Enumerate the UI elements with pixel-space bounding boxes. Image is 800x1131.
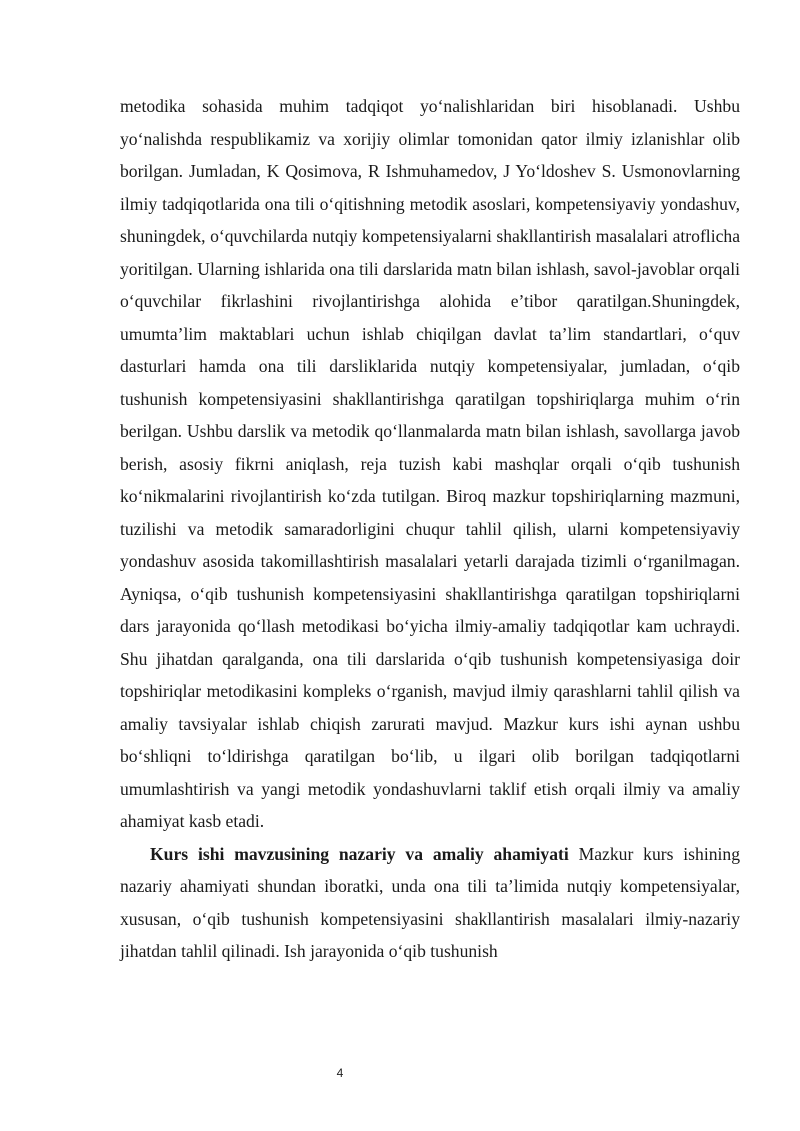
paragraph (120, 838, 740, 968)
paragraph (120, 90, 740, 838)
page-number: 4 (336, 1066, 344, 1080)
section-heading: Kurs ishi mavzusining nazariy va amaliy ahamiyati (150, 843, 569, 864)
paragraph-text: metodika sohasida muhim tadqiqot yo‘nalishlaridan biri hisoblanadi. Ushbu yo‘nalishda respublikamiz va xorijiy olimlar tomonidan qator ilmiy izlanishlar olib borilgan. Jumladan, K Qosimova, R Ishmuhamedov, J Yo‘ldoshev S. Usmonovlarning ilmiy tadqiqotlarida ona tili o‘qitishning metodik asoslari, kompetensiyaviy yondashuv, shuningdek, o‘quvchilarda nutqiy kompetensiyalarni shakllantirish masalalari atroflicha yoritilgan. Ularning ishlarida ona tili darslarida matn bilan ishlash, savol-javoblar orqali o‘quvchilar fikrlashini rivojlantirishga alohida e’tibor qaratilgan.Shuningdek, umumta’lim maktablari uchun ishlab chiqilgan davlat ta’lim standartlari, o‘quv dasturlari hamda ona tili darsliklarida nutqiy kompetensiyalar, jumladan, o‘qib tushunish kompetensiyasini shakllantirishga qaratilgan topshiriqlarga muhim o‘rin berilgan. Ushbu darslik va metodik qo‘llanmalarda matn bilan ishlash, savollarga javob berish, asosiy fikrni aniqlash, reja tuzish kabi mashqlar orqali o‘qib tushunish ko‘nikmalarini rivojlantirish ko‘zda tutilgan. Biroq mazkur topshiriqlarning mazmuni, tuzilishi va metodik samaradorligini chuqur tahlil qilish, ularni kompetensiyaviy yondashuv asosida takomillashtirish masalalari yetarli darajada tizimli o‘rganilmagan. Ayniqsa, o‘qib tushunish kompetensiyasini shakllantirishga qaratilgan topshiriqlarni dars jarayonida qo‘llash metodikasi bo‘yicha ilmiy-amaliy tadqiqotlar kam uchraydi. Shu jihatdan qaralganda, ona tili darslarida o‘qib tushunish kompetensiyasiga doir topshiriqlar metodikasini kompleks o‘rganish, mavjud ilmiy qarashlarni tahlil qilish va amaliy tavsiyalar ishlab chiqish zarurati mavjud. Mazkur kurs ishi aynan ushbu bo‘shliqni to‘ldirishga qaratilgan bo‘lib, u ilgari olib borilgan tadqiqotlarni umumlashtirish va yangi metodik yondashuvlarni taklif etish orqali ilmiy va amaliy ahamiyat kasb etadi. (120, 96, 740, 831)
paragraph-text: Mazkur kurs ishining nazariy ahamiyati shundan iboratki, unda ona tili ta’limida nutqiy kompetensiyalar, xususan, o‘qib tushunish kompetensiyasini shakllantirish masalalari ilmiy-nazariy jihatdan tahlil qilinadi. Ish jarayonida o‘qib tushunish (120, 843, 740, 961)
body-text (120, 90, 740, 968)
